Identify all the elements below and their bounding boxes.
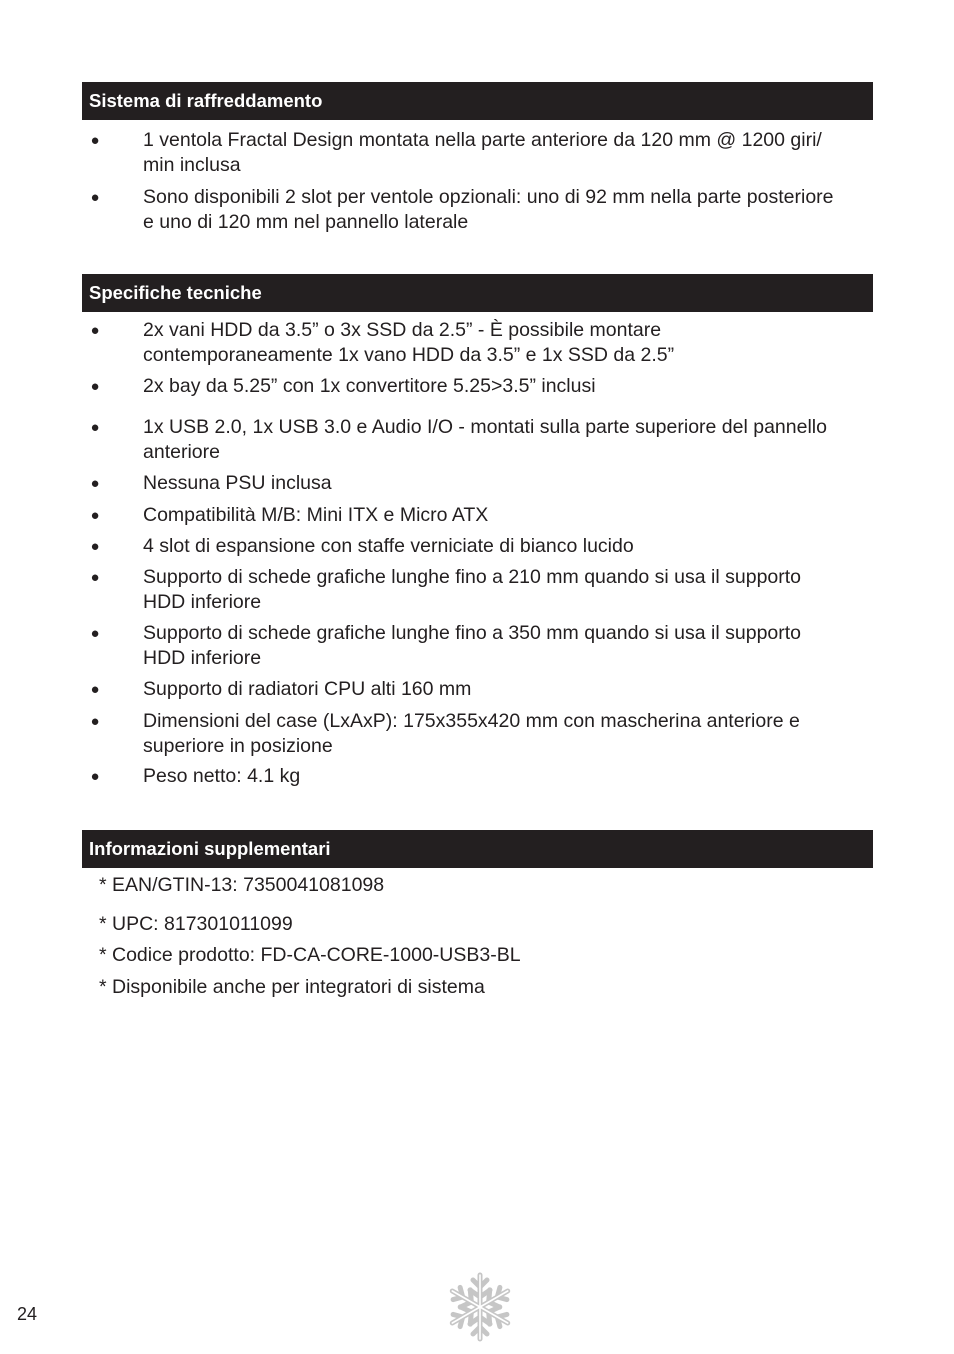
info-line: * Codice prodotto: FD-CA-CORE-1000-USB3-BL	[99, 944, 521, 966]
list-item-text: Peso netto: 4.1 kg	[143, 765, 301, 787]
list-item-line: 1x USB 2.0, 1x USB 3.0 e Audio I/O - montati sulla parte superiore del pannello anteriore	[143, 416, 827, 463]
bullet-icon: ●	[90, 475, 100, 492]
list-item-text: Compatibilità M/B: Mini ITX e Micro ATX	[143, 504, 489, 526]
bullet-icon: ●	[90, 132, 100, 149]
list-item-text	[143, 565, 878, 615]
bullet-icon: ●	[90, 713, 100, 730]
page-number: 24	[17, 1304, 38, 1324]
list-item-text: 2x bay da 5.25” con 1x convertitore 5.25>3.5” inclusi	[143, 375, 596, 397]
list-item-text	[143, 185, 878, 235]
list-item-line: Dimensioni del case (LxAxP): 175x355x420 mm con mascherina anteriore e superiore in posizione	[143, 710, 800, 757]
bullet-icon: ●	[90, 419, 100, 436]
info-line: * EAN/GTIN-13: 7350041081098	[99, 874, 385, 896]
list-item-line: 1 ventola Fractal Design montata nella parte anteriore da 120 mm @ 1200 giri/ min inclusa	[143, 129, 822, 176]
bullet-icon: ●	[90, 681, 100, 698]
bullet-icon: ●	[90, 625, 100, 642]
list-item-text	[143, 128, 878, 178]
list-item-text: 4 slot di espansione con staffe verniciate di bianco lucido	[143, 535, 634, 557]
list-item-text: Supporto di radiatori CPU alti 160 mm	[143, 678, 472, 700]
list-item-line: Sono disponibili 2 slot per ventole opzionali: uno di 92 mm nella parte posteriore e uno di 120 mm nel pannello laterale	[143, 186, 834, 233]
list-item-text	[143, 318, 878, 368]
section-header-additional-info: Informazioni supplementari	[82, 830, 873, 868]
bullet-icon: ●	[90, 378, 100, 395]
list-item-text	[143, 415, 878, 465]
bullet-icon: ●	[90, 189, 100, 206]
section-header-specs: Specifiche tecniche	[82, 274, 873, 312]
list-item-line: 2x vani HDD da 3.5” o 3x SSD da 2.5” - È possibile montare contemporaneamente 1x vano HDD da 3.5” e 1x SSD da 2.5”	[143, 319, 675, 366]
info-line: * Disponibile anche per integratori di sistema	[99, 976, 485, 998]
info-line: * UPC: 817301011099	[99, 913, 293, 935]
list-item-text	[143, 709, 878, 759]
section-header-cooling: Sistema di raffreddamento	[82, 82, 873, 120]
bullet-icon: ●	[90, 569, 100, 586]
snowflake-icon	[446, 1270, 514, 1344]
bullet-icon: ●	[90, 768, 100, 785]
bullet-icon: ●	[90, 507, 100, 524]
list-item-line: Supporto di schede grafiche lunghe fino a 350 mm quando si usa il supporto HDD inferiore	[143, 622, 802, 669]
bullet-icon: ●	[90, 322, 100, 339]
list-item-line: Supporto di schede grafiche lunghe fino a 210 mm quando si usa il supporto HDD inferiore	[143, 566, 802, 613]
list-item-text	[143, 621, 878, 671]
list-item-text: Nessuna PSU inclusa	[143, 472, 332, 494]
bullet-icon: ●	[90, 538, 100, 555]
